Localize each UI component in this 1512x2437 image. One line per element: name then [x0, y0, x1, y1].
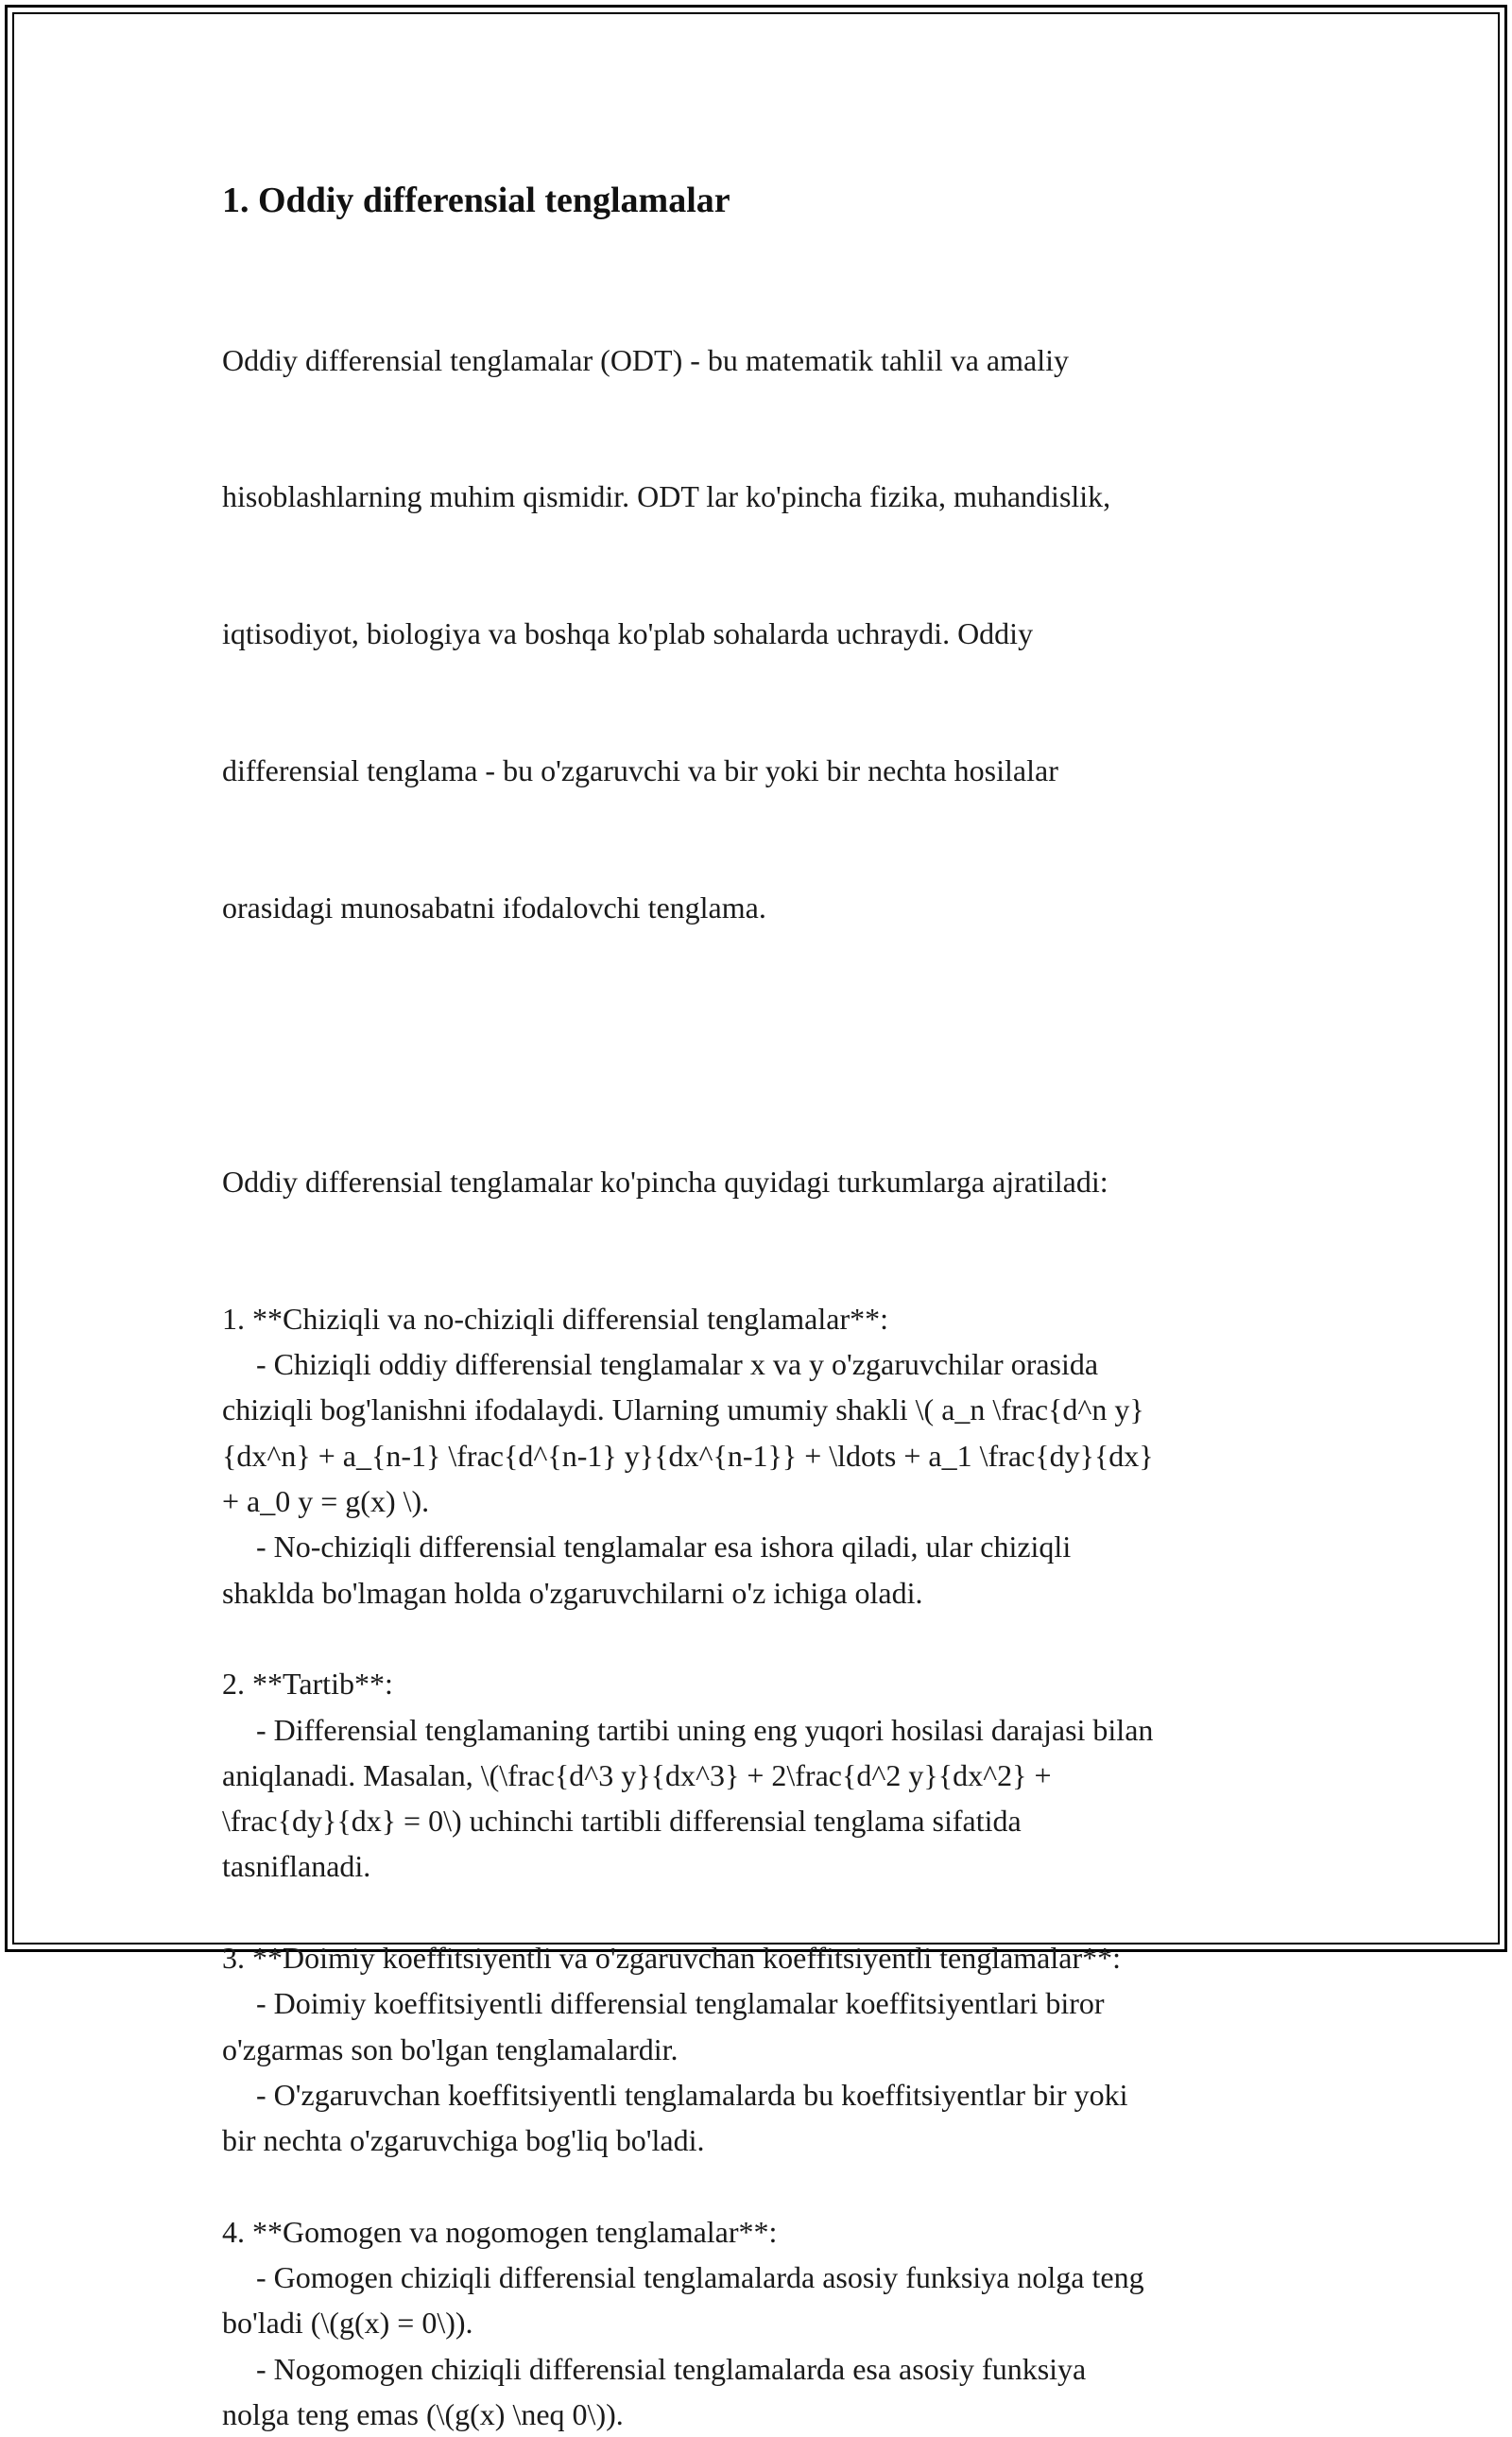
list-text-line: {dx^n} + a_{n-1} \frac{d^{n-1} y}{dx^{n-1}} + \ldots + a_1 \frac{dy}{dx} — [222, 1438, 1154, 1473]
lead-line: Oddiy differensial tenglamalar ko'pincha quyidagi turkumlarga ajratiladi: — [222, 1164, 1108, 1199]
intro-line: differensial tenglama - bu o'zgaruvchi va bir yoki bir nechta hosilalar — [222, 753, 1058, 788]
lead-paragraph — [222, 1067, 1299, 1295]
list-text-line: 2. **Tartib**: — [222, 1667, 393, 1702]
section-heading: 1. Oddiy differensial tenglamalar — [222, 181, 730, 220]
list-text-line: \frac{dy}{dx} = 0\) uchinchi tartibli differensial tenglama sifatida — [222, 1804, 1022, 1839]
list-bullet-line: - Gomogen chiziqli differensial tenglamalarda asosiy funksiya nolga teng — [256, 2260, 1144, 2295]
list-bullet-line: - Differensial tenglamaning tartibi uning eng yuqori hosilasi darajasi bilan — [256, 1712, 1154, 1747]
list-bullet-line: - Doimiy koeffitsiyentli differensial tenglamalar koeffitsiyentlari biror — [256, 1986, 1105, 2021]
intro-line: orasidagi munosabatni ifodalovchi tenglama. — [222, 890, 766, 925]
list-text-line: 4. **Gomogen va nogomogen tenglamalar**: — [222, 2214, 778, 2249]
list-text-line: + a_0 y = g(x) \). — [222, 1484, 430, 1519]
list-text-line: chiziqli bog'lanishni ifodalaydi. Ularning umumiy shakli \( a_n \frac{d^n y} — [222, 1392, 1144, 1427]
list-text-line: aniqlanadi. Masalan, \(\frac{d^3 y}{dx^3} + 2\frac{d^2 y}{dx^2} + — [222, 1757, 1052, 1792]
list-text-line: bir nechta o'zgaruvchiga bog'liq bo'ladi. — [222, 2123, 705, 2158]
list-bullet-line: - O'zgaruvchan koeffitsiyentli tenglamalarda bu koeffitsiyentlar bir yoki — [256, 2077, 1128, 2112]
list-text-line: shaklda bo'lmagan holda o'zgaruvchilarni o'z ichiga oladi. — [222, 1575, 923, 1610]
intro-line: iqtisodiyot, biologiya va boshqa ko'plab sohalarda uchraydi. Oddiy — [222, 616, 1034, 651]
list-text-line: tasniflanadi. — [222, 1849, 371, 1884]
intro-paragraph — [222, 246, 1299, 1022]
document-body — [222, 178, 1299, 2437]
intro-line: Oddiy differensial tenglamalar (ODT) - bu matematik tahlil va amaliy — [222, 342, 1069, 377]
intro-line: hisoblashlarning muhim qismidir. ODT lar ko'pincha fizika, muhandislik, — [222, 479, 1111, 514]
list-text-line: 3. **Doimiy koeffitsiyentli va o'zgaruvchan koeffitsiyentli tenglamalar**: — [222, 1940, 1122, 1975]
list-section-1 — [222, 1296, 1299, 1616]
list-text-line: nolga teng emas (\(g(x) \neq 0\)). — [222, 2396, 624, 2431]
list-bullet-line: - No-chiziqli differensial tenglamalar esa ishora qiladi, ular chiziqli — [256, 1530, 1072, 1564]
list-section-3 — [222, 1935, 1299, 2163]
list-text-line: 1. **Chiziqli va no-chiziqli differensial tenglamalar**: — [222, 1301, 888, 1336]
list-section-2 — [222, 1661, 1299, 1889]
list-text-line: o'zgarmas son bo'lgan tenglamalardir. — [222, 2031, 679, 2066]
list-bullet-line: - Chiziqli oddiy differensial tenglamalar x va y o'zgaruvchilar orasida — [256, 1347, 1099, 1382]
list-text-line: bo'ladi (\(g(x) = 0\)). — [222, 2306, 473, 2341]
list-bullet-line: - Nogomogen chiziqli differensial tenglamalarda esa asosiy funksiya — [256, 2351, 1087, 2386]
list-section-4 — [222, 2209, 1299, 2437]
